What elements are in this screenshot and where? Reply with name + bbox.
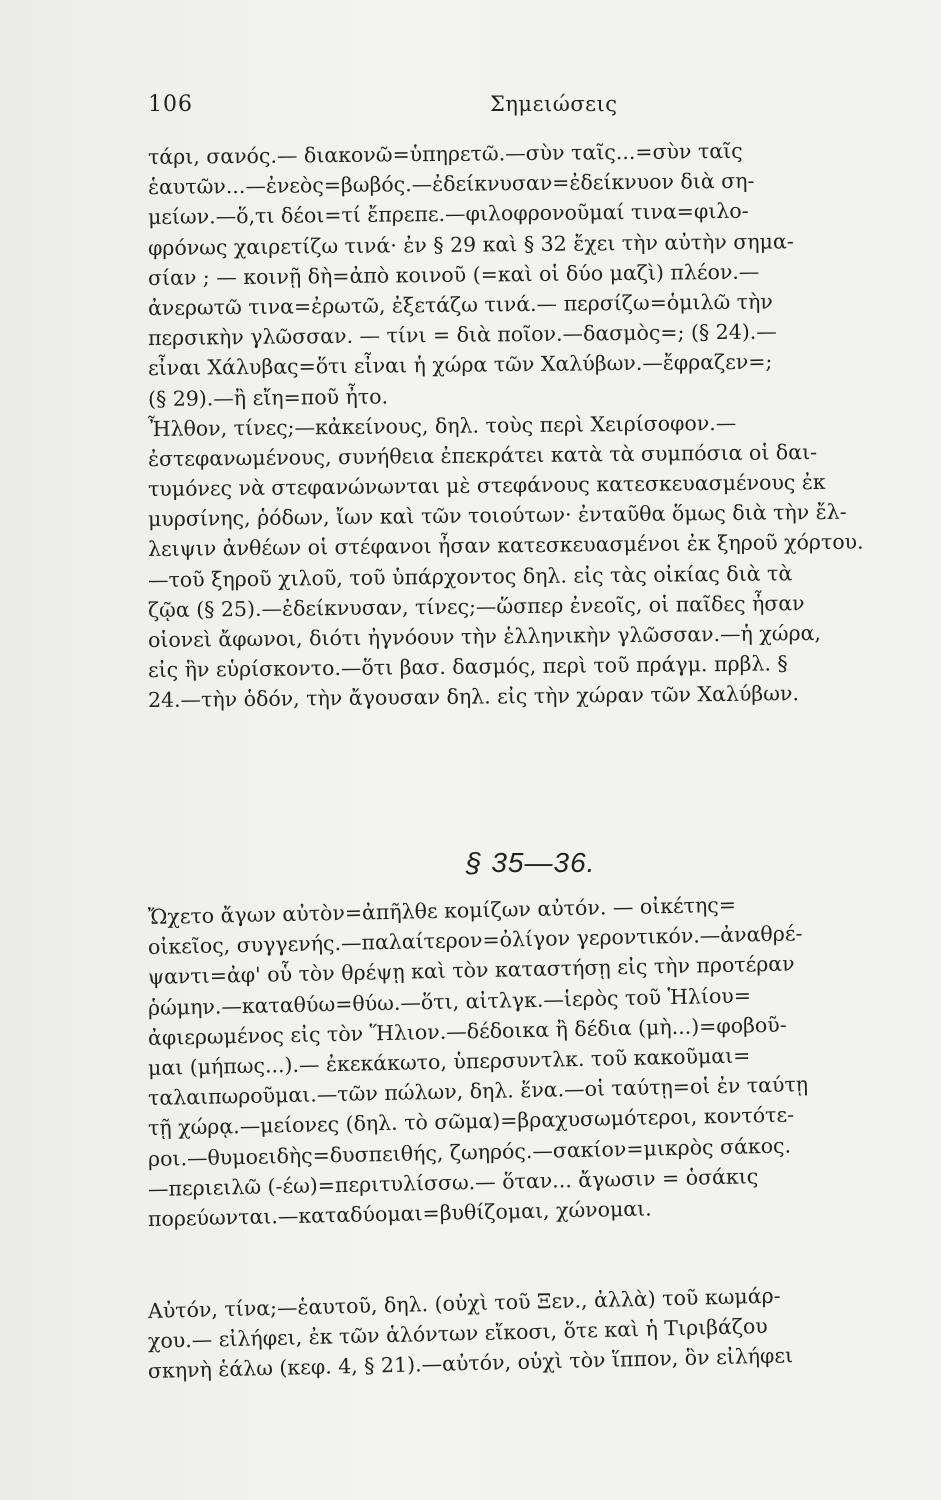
text-line: πορεύωνται.—καταδύομαι=βυθίζομαι, χώνομαι. xyxy=(147,1196,652,1231)
text-line: —τοῦ ξηροῦ χιλοῦ, τοῦ ὑπάρχοντος δηλ. εἰς τὰς οἰκίας διὰ τὰ xyxy=(147,560,793,592)
text-line: Ὤχετο ἄγων αὐτὸν=ἀπῆλθε κομίζων αὐτόν. — οἰκέτης= xyxy=(147,892,737,929)
notes-block-3 xyxy=(147,1283,918,1387)
text-line: σίαν ; — κοινῇ δὴ=ἀπὸ κοινοῦ (=καὶ οἱ δύο μαζὶ) πλέον.— xyxy=(147,259,760,290)
running-title: Σημειώσεις xyxy=(490,92,618,116)
text-line: ζῷα (§ 25).—ἐδείκνυσαν, τίνες;—ὥσπερ ἐνεοῖς, οἱ παῖδες ἦσαν xyxy=(147,590,805,622)
text-line: (§ 29).—ἢ εἴη=ποῦ ἦτο. xyxy=(147,383,389,411)
text-line: μυρσίνης, ῥόδων, ἴων καὶ τῶν τοιούτων· ἐνταῦθα ὅμως διὰ τὴν ἔλ- xyxy=(147,499,847,532)
text-line: οἱονεὶ ἄφωνοι, διότι ἠγνόουν τὴν ἑλληνικὴν γλῶσσαν.—ἡ χώρα, xyxy=(147,620,822,652)
text-line: ἐστεφανωμένους, συνήθεια ἐπεκράτει κατὰ τὰ συμπόσια οἱ δαι- xyxy=(147,439,818,471)
text-line: μείων.—ὅ,τι δέοι=τί ἔπρεπε.—φιλοφρονοῦμαί τινα=φιλο- xyxy=(147,199,749,230)
text-line: εἰς ἣν εὑρίσκοντο.—ὅτι βασ. δασμός, περὶ τοῦ πράγμ. πρβλ. § xyxy=(147,651,788,683)
notes-block-2 xyxy=(147,892,918,1234)
text-line: οἰκεῖος, συγγενής.—παλαίτερον=ὀλίγον γεροντικόν.—ἀναθρέ- xyxy=(147,921,803,960)
text-line: περσικὴν γλῶσσαν. — τίνι = διὰ ποῖον.—δασμὸς=; (§ 24).— xyxy=(147,319,777,351)
notes-block-1 xyxy=(147,138,918,716)
text-line: ἀνερωτῶ τινα=ἐρωτῶ, ἐξετάζω τινά.— περσίζω=ὁμιλῶ τὴν xyxy=(147,289,773,320)
text-line: τῇ χώρᾳ.—μείονες (δηλ. τὸ σῶμα)=βραχυσωμότεροι, κοντότε- xyxy=(147,1102,795,1141)
text-line: Ἦλθον, τίνες;—κἀκείνους, δηλ. τοὺς περὶ Χειρίσοφον.— xyxy=(147,410,737,441)
text-line: ροι.—θυμοειδὴς=δυσπειθής, ζωηρός.—σακίον=μικρὸς σάκος. xyxy=(147,1133,792,1171)
text-line: ἑαυτῶν...—ἐνεὸς=βωβός.—ἐδείκνυσαν=ἐδείκνυον διὰ ση- xyxy=(147,168,755,200)
text-line: ταλαιπωροῦμαι.—τῶν πώλων, δηλ. ἕνα.—οἱ ταύτῃ=οἱ ἐν ταύτῃ xyxy=(147,1072,809,1111)
page-number: 106 xyxy=(148,92,193,117)
text-line: εἶναι Χάλυβας=ὅτι εἶναι ἡ χώρα τῶν Χαλύβων.—ἔφραζεν=; xyxy=(147,349,773,381)
text-line: χου.— εἰλήφει, ἐκ τῶν ἁλόντων εἴκοσι, ὅτε καὶ ἡ Τιριβάζου xyxy=(147,1314,769,1354)
text-line: λειψιν ἀνθέων οἱ στέφανοι ἦσαν κατεσκευασμένοι ἐκ ξηροῦ χόρτου. xyxy=(147,529,864,562)
page-header xyxy=(140,92,860,122)
text-line: 24.—τὴν ὁδόν, τὴν ἄγουσαν δηλ. εἰς τὴν χώραν τῶν Χαλύβων. xyxy=(147,681,800,713)
text-line: τάρι, σανός.— διακονῶ=ὑπηρετῶ.—σὺν ταῖς...=σὺν ταῖς xyxy=(147,138,743,169)
text-line: ἀφιερωμένος εἰς τὸν Ἥλιον.—δέδοικα ἢ δέδια (μὴ...)=φοβοῦ- xyxy=(147,1012,787,1050)
text-line: μαι (μήπως...).— ἐκεκάκωτο, ὑπερσυντλκ. τοῦ κακοῦμαι= xyxy=(147,1043,751,1080)
section-heading: § 35—36. xyxy=(466,847,596,878)
text-line: ῥώμην.—καταθύω=θύω.—ὅτι, αἰτλγκ.—ἱερὸς τοῦ Ἡλίου= xyxy=(147,982,752,1020)
text-line: ψαντι=ἀφ' οὗ τὸν θρέψῃ καὶ τὸν καταστήσῃ εἰς τὴν προτέραν xyxy=(147,951,795,990)
text-line: τυμόνες νὰ στεφανώνωνται μὲ στεφάνους κατεσκευασμένους ἐκ xyxy=(147,469,826,502)
text-line: Αὐτόν, τίνα;—ἑαυτοῦ, δηλ. (οὐχὶ τοῦ Ξεν., ἀλλὰ) τοῦ κωμάρ- xyxy=(147,1283,781,1323)
text-line: σκηνὴ ἑάλω (κεφ. 4, § 21).—αὐτόν, οὐχὶ τὸν ἵππον, ὃν εἰλήφει xyxy=(147,1343,794,1384)
text-line: —περιειλῶ (-έω)=περιτυλίσσω.— ὅταν... ἄγωσιν = ὁσάκις xyxy=(147,1163,759,1201)
text-line: φρόνως χαιρετίζω τινά· ἐν § 29 καὶ § 32 ἔχει τὴν αὐτὴν σημα- xyxy=(147,228,794,260)
